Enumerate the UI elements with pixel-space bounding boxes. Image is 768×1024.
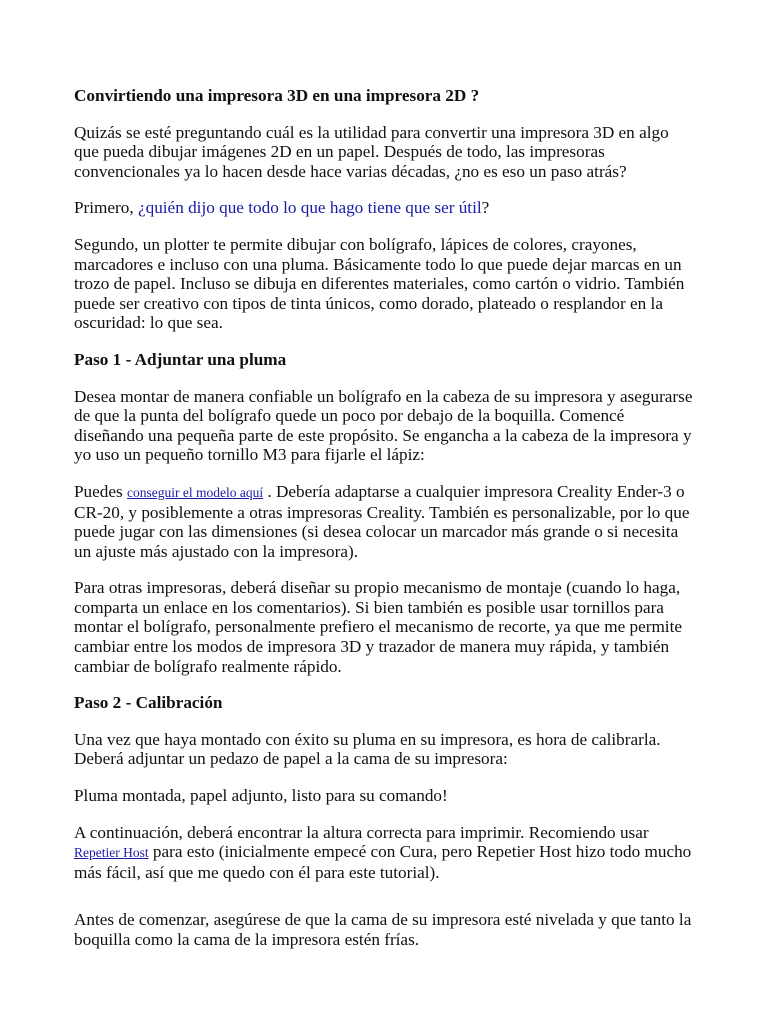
step1-p2-after: . Debería adaptarse a cualquier impresora Creality Ender-3 o CR-20, y posiblemente a otras impresoras Creality. También es personalizable, por lo que puede jugar con las dimensiones (si desea colocar un marcador más grande o si necesita un ajuste más ajustado con la impresora). [74,481,690,561]
intro-paragraph: Quizás se esté preguntando cuál es la utilidad para convertir una impresora 3D en algo que pueda dibujar imágenes 2D en un papel. Después de todo, las impresoras convencionales ya lo hacen desde hace varias décadas, ¿no es eso un paso atrás? [74,122,669,181]
first-text-before: Primero, [74,198,138,218]
step2-p3-after: para esto (inicialmente empecé con Cura, pero Repetier Host hizo todo mucho más fácil, así que me quedo con él para este tutorial). [74,842,692,882]
model-download-link[interactable]: conseguir el modelo aquí [127,484,264,500]
step1-heading: Paso 1 - Adjuntar una pluma [74,349,287,369]
step1-paragraph-1: Desea montar de manera confiable un bolígrafo en la cabeza de su impresora y asegurarse de que la punta del bolígrafo quede un poco por debajo de la boquilla. Comencé diseñando una pequeña parte de este propósito. Se engancha a la cabeza de la impresora y yo uso un pequeño tornillo M3 para fijarle el lápiz: [74,386,693,465]
step1-p2-before: Puedes [74,481,127,501]
step2-heading: Paso 2 - Calibración [74,693,223,713]
step2-paragraph-4: Antes de comenzar, asegúrese de que la cama de su impresora esté nivelada y que tanto la boquilla como la cama de la impresora estén frías. [74,910,692,949]
step1-paragraph-2 [74,482,694,561]
step2-p3-before: A continuación, deberá encontrar la altura correcta para imprimir. Recomiendo usar [74,822,649,842]
document-title: Convirtiendo una impresora 3D en una impresora 2D ? [74,86,480,105]
useful-link[interactable]: ¿quién dijo que todo lo que hago tiene que ser útil [137,198,482,218]
second-paragraph: Segundo, un plotter te permite dibujar con bolígrafo, lápices de colores, crayones, marcadores e incluso con una pluma. Básicamente todo lo que puede dejar marcas en un trozo de papel. Incluso se dibuja en diferentes materiales, como cartón o vidrio. También puede ser creativo con tipos de tinta únicos, como dorado, plateado o resplandor en la oscuridad: lo que sea. [74,234,685,333]
first-paragraph [74,198,694,218]
first-text-after: ? [481,198,490,218]
step2-paragraph-3 [74,823,694,883]
step2-paragraph-1: Una vez que haya montado con éxito su pluma en su impresora, es hora de calibrarla. Deberá adjuntar un pedazo de papel a la cama de su impresora: [74,729,661,769]
repetier-host-link[interactable]: Repetier Host [74,845,149,861]
document-page [74,86,694,967]
step1-paragraph-3: Para otras impresoras, deberá diseñar su propio mecanismo de montaje (cuando lo haga, comparta un enlace en los comentarios). Si bien también es posible usar tornillos para montar el bolígrafo, personalmente prefiero el mecanismo de recorte, ya que me permite cambiar entre los modos de impresora 3D y trazador de manera muy rápida, y también cambiar de bolígrafo realmente rápido. [74,578,682,676]
step2-paragraph-2: Pluma montada, papel adjunto, listo para su comando! [74,786,448,806]
